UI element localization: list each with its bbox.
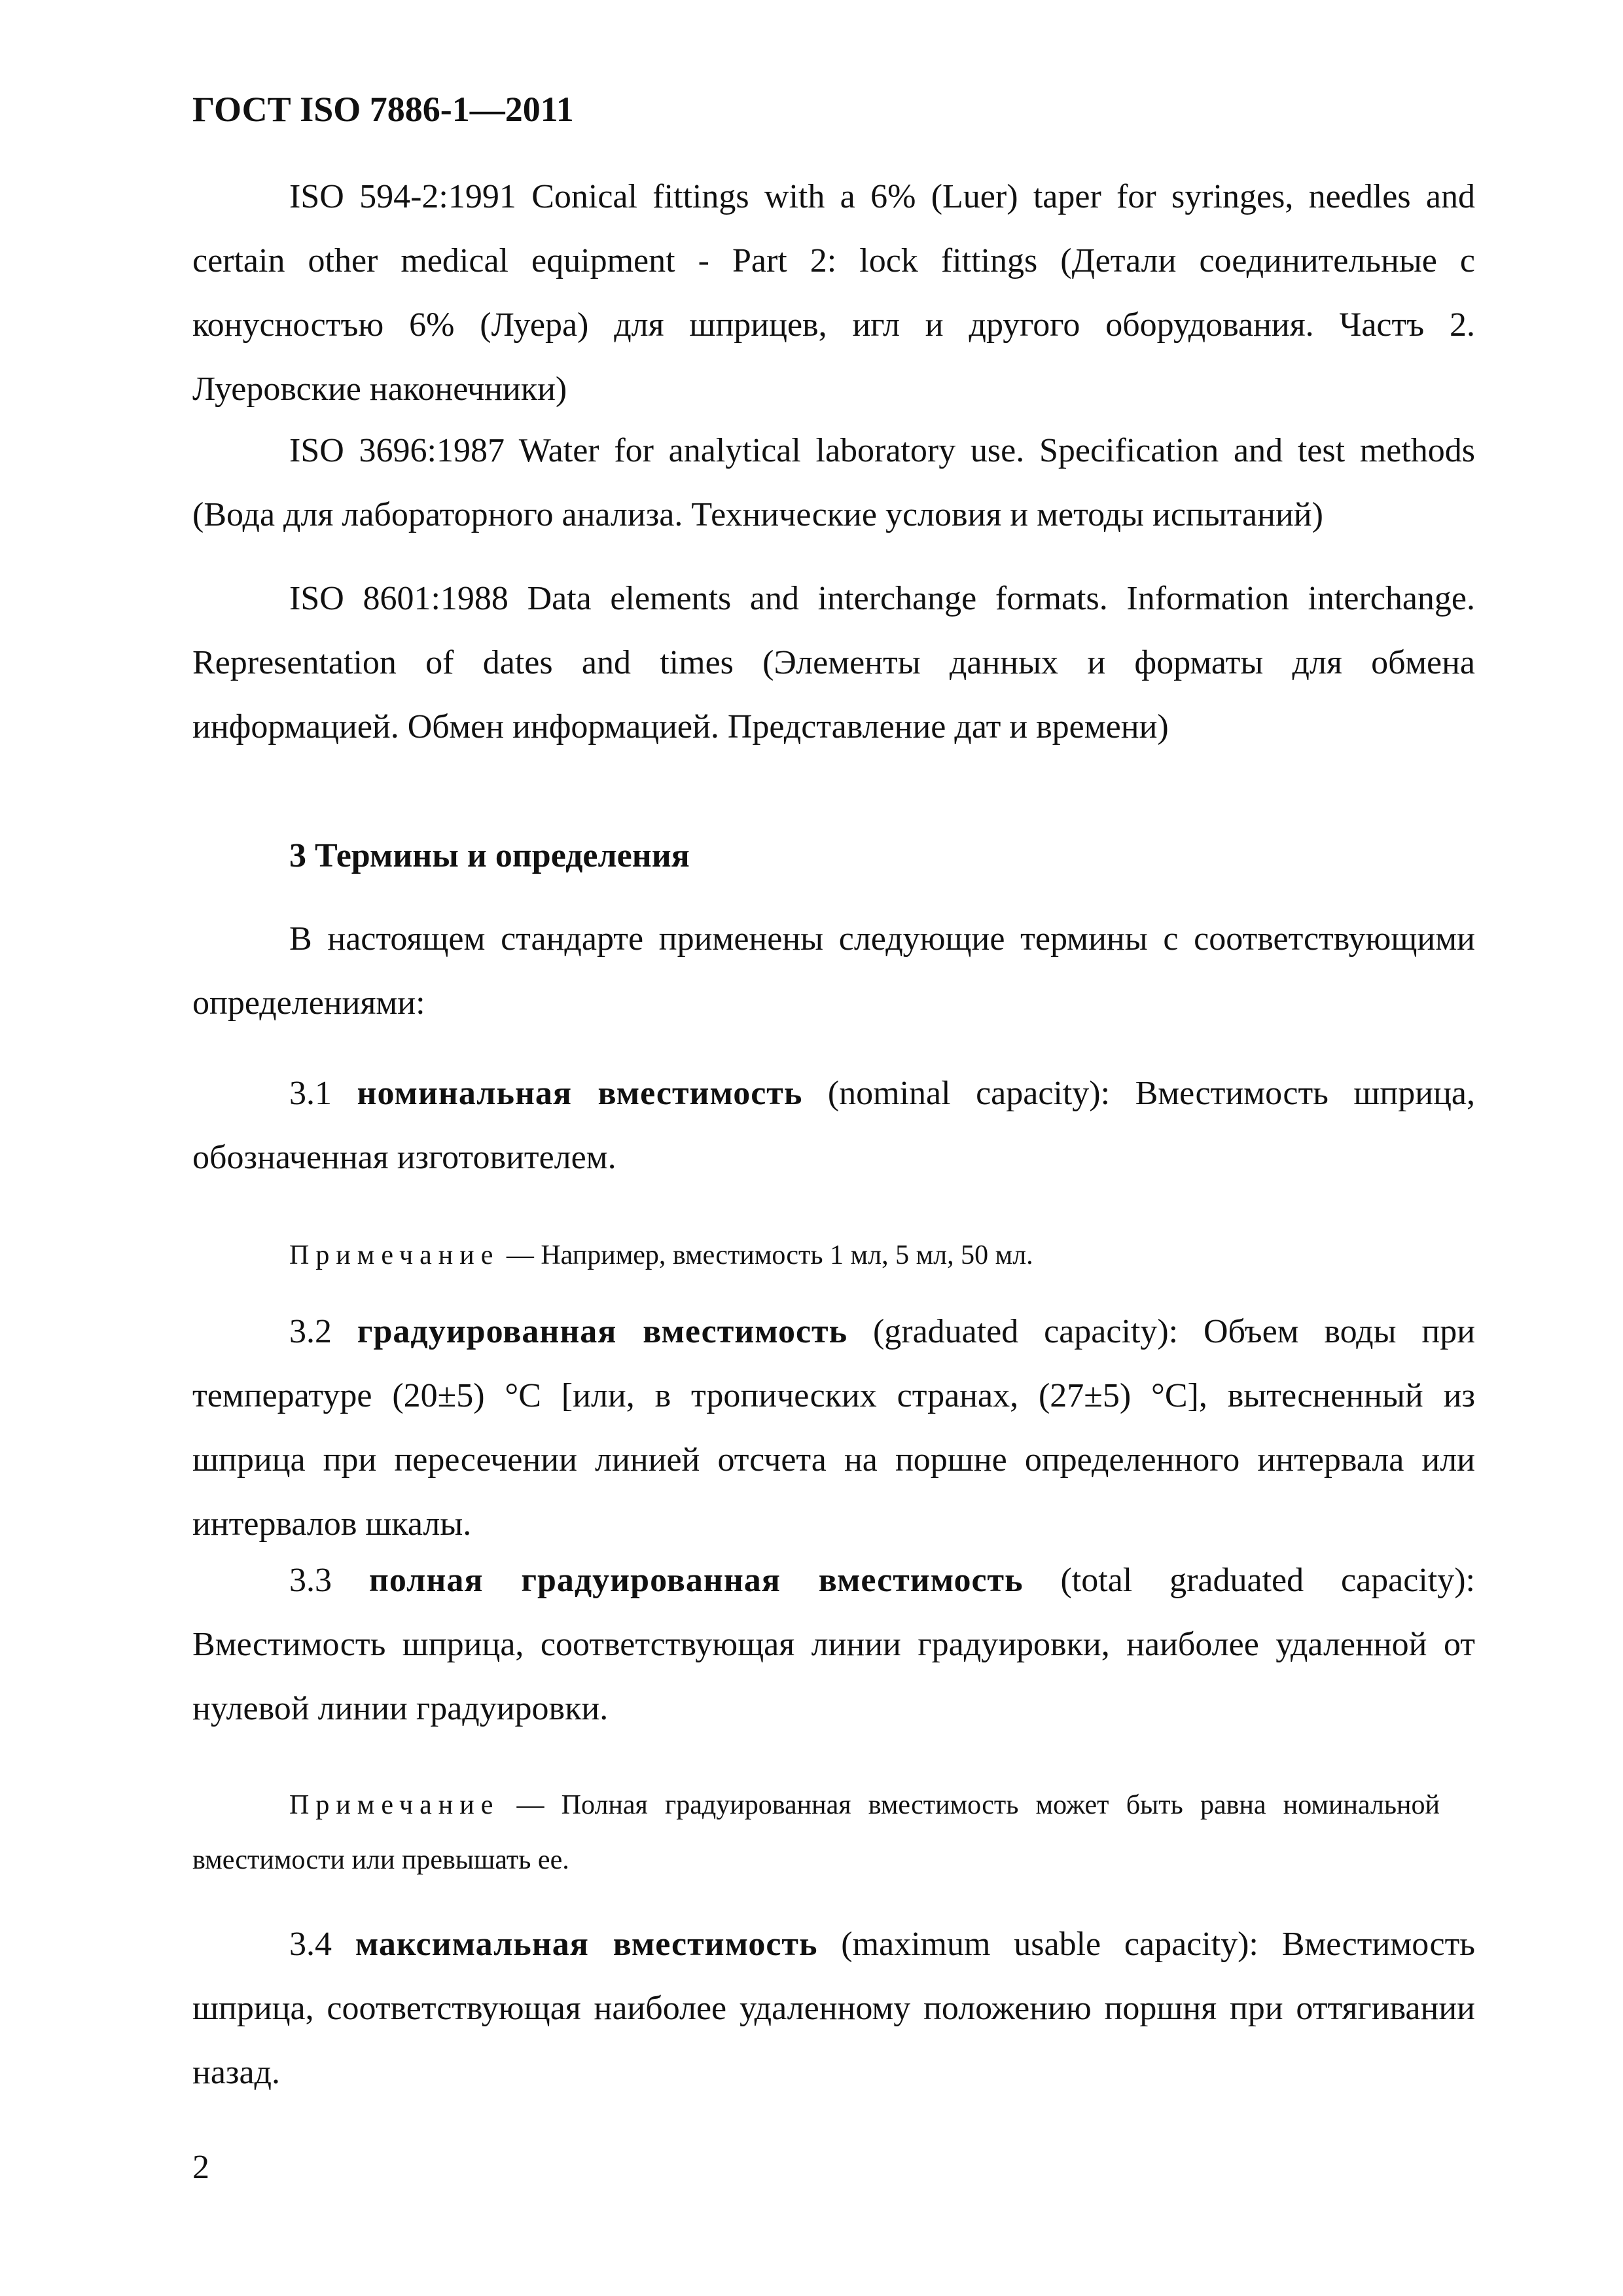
reference-code: ISO 3696:1987 xyxy=(289,432,505,469)
note-text: — Например, вместимость 1 мл, 5 мл, 50 мл. xyxy=(499,1240,1033,1270)
term-number: 3.3 xyxy=(289,1562,332,1599)
note-1 xyxy=(192,1228,1440,1283)
reference-text: Conical fittings with a 6% (Luer) taper for syringes, needles and certain other medical equipment - Part 2: lock fittings (Детали соединительные с конусностъю 6% (Луера) для шприцев, игл и другого оборудования. Частъ 2. Луеровские наконечники) xyxy=(192,178,1475,408)
term-name: градуированная вместимость xyxy=(357,1313,848,1350)
reference-code: ISO 8601:1988 xyxy=(289,580,508,617)
reference-code: ISO 594-2:1991 xyxy=(289,178,516,215)
term-name: полная градуированная вместимость xyxy=(368,1562,1024,1599)
term-number: 3.1 xyxy=(289,1075,332,1112)
standard-header: ГОСТ ISO 7886-1—2011 xyxy=(192,90,574,129)
term-3-3 xyxy=(192,1549,1475,1741)
term-definition: (graduated capacity): Объем воды при температуре (20±5) °С [или, в тропических странах, (27±5) °С], вытесненный из шприца при пересечении линией отсчета на поршне определенного интервала или интервалов шкалы. xyxy=(192,1313,1476,1543)
note-label: Примечание xyxy=(289,1790,500,1820)
term-number: 3.2 xyxy=(289,1313,332,1350)
term-definition: (maximum usable capacity): Вместимость шприца, соответствующая наиболее удаленному положению поршня при оттягивании назад. xyxy=(192,1926,1476,2091)
reference-text: Water for analytical laboratory use. Specification and test methods (Вода для лабораторного анализа. Технические условия и методы испытаний) xyxy=(192,432,1475,533)
page-number: 2 xyxy=(192,2149,209,2186)
term-definition: (total graduated capacity): Вместимость шприца, соответствующая линии градуировки, наиболее удаленной от нулевой линии градуировки. xyxy=(192,1562,1475,1727)
term-3-2 xyxy=(192,1300,1475,1556)
term-name: номинальная вместимость xyxy=(357,1075,803,1112)
term-number: 3.4 xyxy=(289,1926,332,1963)
note-text: — Полная градуированная вместимость может быть равна номинальной вместимости или превышать ее. xyxy=(192,1790,1440,1875)
note-label: Примечание xyxy=(289,1240,500,1270)
reference-iso-8601 xyxy=(192,567,1475,759)
note-2 xyxy=(192,1778,1440,1888)
term-name: максимальная вместимость xyxy=(355,1926,818,1963)
reference-iso-594-2 xyxy=(192,165,1475,422)
section-intro: В настоящем стандарте применены следующие термины с соответствующими определениями: xyxy=(192,920,1475,1022)
section-heading xyxy=(289,839,690,873)
reference-text: Data elements and interchange formats. Information interchange. Representation of dates and times (Элементы данных и форматы для обмена информацией. Обмен информацией. Представление дат и времени) xyxy=(192,580,1475,745)
term-3-4 xyxy=(192,1912,1475,2105)
section-title: Термины и определения xyxy=(315,837,690,874)
term-3-1 xyxy=(192,1062,1475,1190)
term-definition: (nominal capacity): Вместимость шприца, обозначенная изготовителем. xyxy=(192,1075,1475,1176)
reference-iso-3696 xyxy=(192,419,1475,547)
section-number: 3 xyxy=(289,837,306,874)
